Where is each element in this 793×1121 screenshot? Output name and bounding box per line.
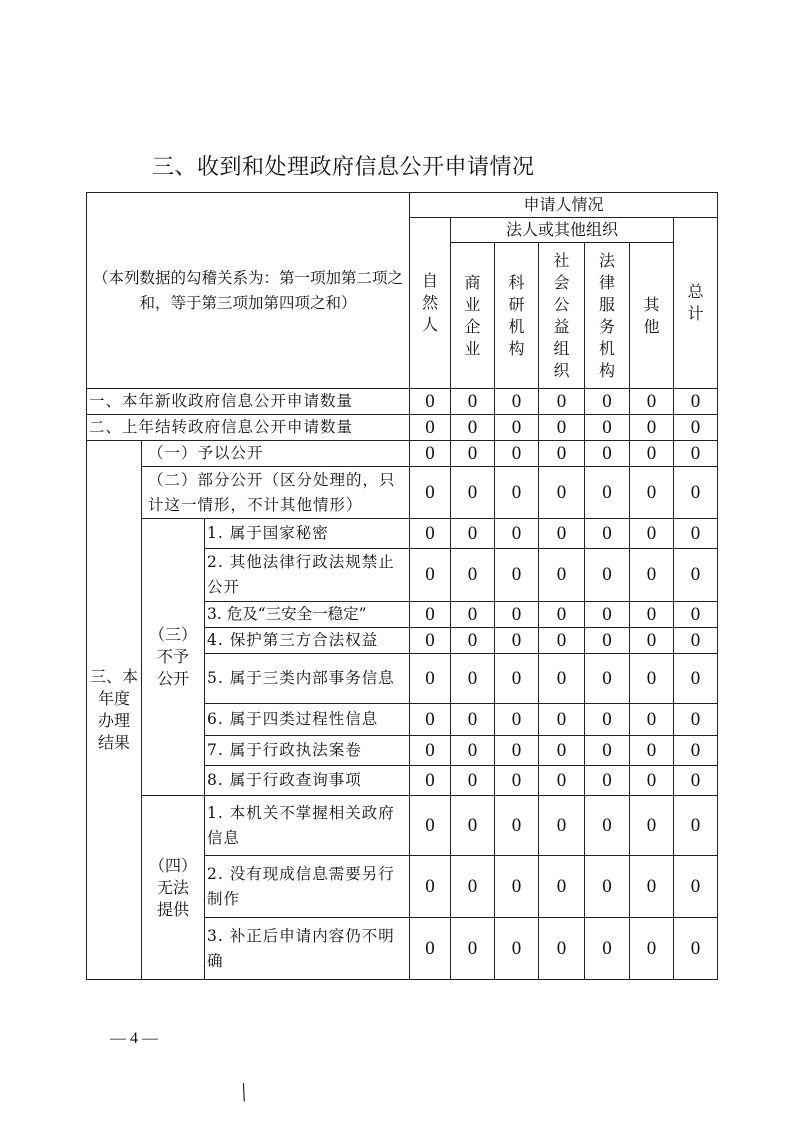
table-row bbox=[87, 389, 718, 415]
value-cell: 0 bbox=[495, 389, 539, 415]
value-cell: 0 bbox=[451, 415, 495, 441]
col-header: 自 然 人 bbox=[410, 218, 451, 389]
table-row bbox=[87, 519, 718, 549]
row-label: 1. 本机关不掌握相关政府信息 bbox=[205, 796, 410, 856]
value-cell: 0 bbox=[451, 704, 495, 736]
row-label: 8. 属于行政查询事项 bbox=[205, 766, 410, 796]
row-label: 2. 没有现成信息需要另行制作 bbox=[205, 856, 410, 918]
value-cell: 0 bbox=[674, 736, 718, 766]
value-cell: 0 bbox=[674, 467, 718, 519]
value-cell: 0 bbox=[585, 766, 630, 796]
value-cell: 0 bbox=[539, 441, 585, 467]
value-cell: 0 bbox=[495, 704, 539, 736]
value-cell: 0 bbox=[495, 519, 539, 549]
table-row bbox=[87, 796, 718, 856]
value-cell: 0 bbox=[674, 602, 718, 628]
value-cell: 0 bbox=[410, 628, 451, 654]
value-cell: 0 bbox=[674, 628, 718, 654]
value-cell: 0 bbox=[585, 736, 630, 766]
value-cell: 0 bbox=[495, 628, 539, 654]
value-cell: 0 bbox=[630, 415, 674, 441]
col-header: 商 业 企 业 bbox=[451, 243, 495, 389]
value-cell: 0 bbox=[410, 796, 451, 856]
value-cell: 0 bbox=[495, 441, 539, 467]
value-cell: 0 bbox=[451, 736, 495, 766]
value-cell: 0 bbox=[410, 549, 451, 602]
row-label: 3. 危及“三安全一稳定” bbox=[205, 602, 410, 628]
value-cell: 0 bbox=[495, 856, 539, 918]
value-cell: 0 bbox=[410, 766, 451, 796]
group3-label: （三） 不予 公开 bbox=[142, 519, 205, 796]
value-cell: 0 bbox=[630, 766, 674, 796]
col-header: 总 计 bbox=[674, 218, 718, 389]
value-cell: 0 bbox=[674, 549, 718, 602]
row-label: （一）予以公开 bbox=[142, 441, 410, 467]
value-cell: 0 bbox=[674, 519, 718, 549]
row-label: 1. 属于国家秘密 bbox=[205, 519, 410, 549]
row-label: 6. 属于四类过程性信息 bbox=[205, 704, 410, 736]
value-cell: 0 bbox=[495, 415, 539, 441]
value-cell: 0 bbox=[585, 441, 630, 467]
value-cell: 0 bbox=[451, 549, 495, 602]
value-cell: 0 bbox=[630, 856, 674, 918]
row-label: 5. 属于三类内部事务信息 bbox=[205, 654, 410, 704]
group4-label: （四） 无法 提供 bbox=[142, 796, 205, 980]
value-cell: 0 bbox=[495, 918, 539, 980]
value-cell: 0 bbox=[674, 389, 718, 415]
value-cell: 0 bbox=[410, 389, 451, 415]
value-cell: 0 bbox=[539, 467, 585, 519]
row-label: 7. 属于行政执法案卷 bbox=[205, 736, 410, 766]
value-cell: 0 bbox=[410, 918, 451, 980]
table-row bbox=[87, 441, 718, 467]
value-cell: 0 bbox=[539, 602, 585, 628]
value-cell: 0 bbox=[539, 415, 585, 441]
row-label: 一、本年新收政府信息公开申请数量 bbox=[87, 389, 410, 415]
value-cell: 0 bbox=[630, 628, 674, 654]
value-cell: 0 bbox=[630, 441, 674, 467]
table-row bbox=[87, 415, 718, 441]
value-cell: 0 bbox=[451, 602, 495, 628]
value-cell: 0 bbox=[674, 441, 718, 467]
value-cell: 0 bbox=[539, 549, 585, 602]
value-cell: 0 bbox=[674, 766, 718, 796]
value-cell: 0 bbox=[630, 519, 674, 549]
section3-label: 三、本 年度 办理 结果 bbox=[87, 441, 142, 980]
value-cell: 0 bbox=[585, 796, 630, 856]
value-cell: 0 bbox=[539, 796, 585, 856]
value-cell: 0 bbox=[674, 704, 718, 736]
value-cell: 0 bbox=[410, 602, 451, 628]
value-cell: 0 bbox=[630, 654, 674, 704]
value-cell: 0 bbox=[539, 628, 585, 654]
value-cell: 0 bbox=[585, 918, 630, 980]
value-cell: 0 bbox=[451, 519, 495, 549]
value-cell: 0 bbox=[410, 704, 451, 736]
value-cell: 0 bbox=[630, 736, 674, 766]
value-cell: 0 bbox=[585, 549, 630, 602]
value-cell: 0 bbox=[585, 519, 630, 549]
value-cell: 0 bbox=[585, 389, 630, 415]
row-label: 二、上年结转政府信息公开申请数量 bbox=[87, 415, 410, 441]
row-label: （二）部分公开（区分处理的，只计这一情形，不计其他情形） bbox=[142, 467, 410, 519]
application-table bbox=[86, 192, 718, 980]
row-label: 3. 补正后申请内容仍不明确 bbox=[205, 918, 410, 980]
value-cell: 0 bbox=[674, 654, 718, 704]
col-header: 社 会 公 益 组 织 bbox=[539, 243, 585, 389]
value-cell: 0 bbox=[451, 766, 495, 796]
value-cell: 0 bbox=[451, 796, 495, 856]
value-cell: 0 bbox=[451, 856, 495, 918]
value-cell: 0 bbox=[495, 736, 539, 766]
value-cell: 0 bbox=[495, 766, 539, 796]
value-cell: 0 bbox=[630, 549, 674, 602]
value-cell: 0 bbox=[451, 467, 495, 519]
value-cell: 0 bbox=[495, 467, 539, 519]
value-cell: 0 bbox=[539, 704, 585, 736]
value-cell: 0 bbox=[451, 389, 495, 415]
value-cell: 0 bbox=[630, 796, 674, 856]
value-cell: 0 bbox=[585, 654, 630, 704]
row-label: 4. 保护第三方合法权益 bbox=[205, 628, 410, 654]
value-cell: 0 bbox=[539, 918, 585, 980]
value-cell: 0 bbox=[585, 856, 630, 918]
table-row bbox=[87, 467, 718, 519]
col-header: 法 律 服 务 机 构 bbox=[585, 243, 630, 389]
value-cell: 0 bbox=[495, 602, 539, 628]
value-cell: 0 bbox=[585, 467, 630, 519]
page-number: — 4 — bbox=[110, 1030, 158, 1047]
value-cell: 0 bbox=[539, 519, 585, 549]
value-cell: 0 bbox=[410, 856, 451, 918]
value-cell: 0 bbox=[539, 736, 585, 766]
value-cell: 0 bbox=[630, 918, 674, 980]
value-cell: 0 bbox=[585, 628, 630, 654]
value-cell: 0 bbox=[630, 389, 674, 415]
col-header: 科 研 机 构 bbox=[495, 243, 539, 389]
value-cell: 0 bbox=[539, 654, 585, 704]
value-cell: 0 bbox=[410, 519, 451, 549]
value-cell: 0 bbox=[539, 389, 585, 415]
applicant-header: 申请人情况 bbox=[410, 193, 718, 218]
legal-org-header: 法人或其他组织 bbox=[451, 218, 674, 243]
value-cell: 0 bbox=[585, 704, 630, 736]
value-cell: 0 bbox=[585, 415, 630, 441]
value-cell: 0 bbox=[495, 549, 539, 602]
row-label: 2. 其他法律行政法规禁止公开 bbox=[205, 549, 410, 602]
value-cell: 0 bbox=[451, 654, 495, 704]
value-cell: 0 bbox=[630, 602, 674, 628]
col-header: 其 他 bbox=[630, 243, 674, 389]
value-cell: 0 bbox=[410, 467, 451, 519]
section-title: 三、收到和处理政府信息公开申请情况 bbox=[152, 155, 535, 180]
value-cell: 0 bbox=[674, 856, 718, 918]
value-cell: 0 bbox=[410, 654, 451, 704]
value-cell: 0 bbox=[539, 856, 585, 918]
value-cell: 0 bbox=[410, 736, 451, 766]
value-cell: 0 bbox=[630, 467, 674, 519]
value-cell: 0 bbox=[495, 796, 539, 856]
value-cell: 0 bbox=[451, 628, 495, 654]
value-cell: 0 bbox=[674, 415, 718, 441]
value-cell: 0 bbox=[410, 441, 451, 467]
value-cell: 0 bbox=[674, 796, 718, 856]
value-cell: 0 bbox=[674, 918, 718, 980]
value-cell: 0 bbox=[630, 704, 674, 736]
value-cell: 0 bbox=[451, 918, 495, 980]
value-cell: 0 bbox=[585, 602, 630, 628]
scan-mark: ╱ bbox=[236, 1083, 252, 1103]
value-cell: 0 bbox=[410, 415, 451, 441]
value-cell: 0 bbox=[495, 654, 539, 704]
value-cell: 0 bbox=[451, 441, 495, 467]
note-cell: （本列数据的勾稽关系为：第一项加第二项之和，等于第三项加第四项之和） bbox=[87, 193, 410, 389]
value-cell: 0 bbox=[539, 766, 585, 796]
